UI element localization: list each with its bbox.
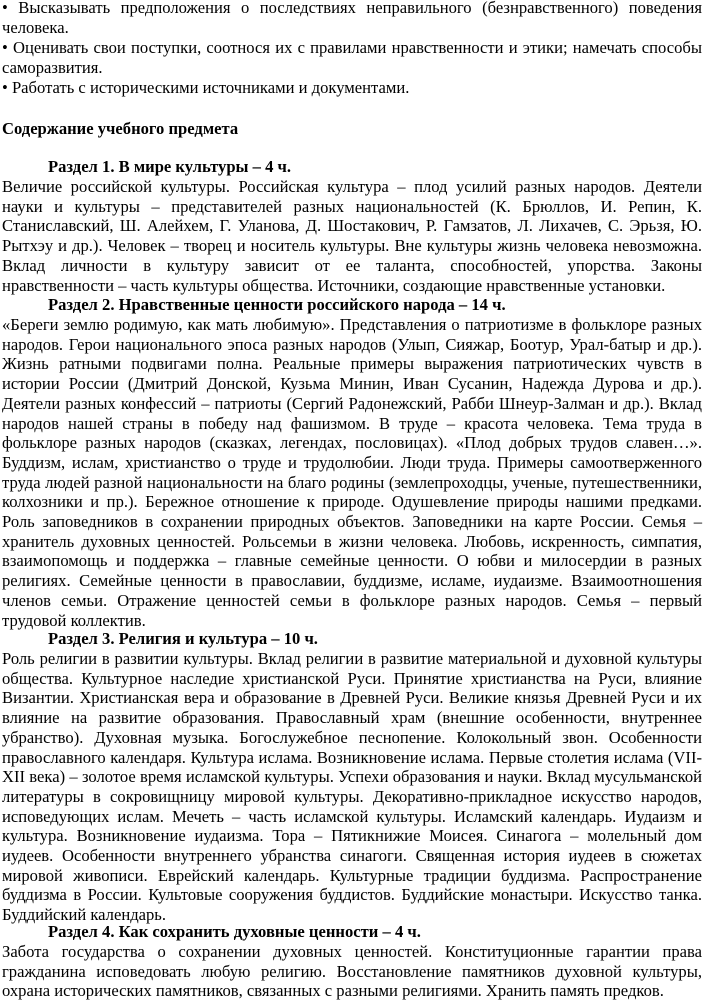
- section-1-title: Раздел 1. В мире культуры – 4 ч.: [48, 157, 292, 176]
- bullet-item-historical-sources: • Работать с историческими источниками и документами.: [2, 78, 410, 97]
- bullet-item-self-assessment: • Оценивать свои поступки, соотнося их с правилами нравственности и этики; намечать способы саморазвития.: [2, 38, 702, 77]
- section-2-title: Раздел 2. Нравственные ценности российского народа – 14 ч.: [48, 295, 506, 314]
- section-1-text: Величие российской культуры. Российская культура – плод усилий разных народов. Деятели науки и культуры – представителей разных национальностей (К. Брюллов, И. Репин, К. Станиславский, Ш. Алейхем, Г. Уланова, Д. Шостакович, Р. Гамзатов, Л. Лихачев, С. Эрьзя, Ю. Рытхэу и др.). Человек – творец и носитель культуры. Вне культуры жизнь человека невозможна. Вклад личности в культуру зависит от ее таланта, способностей, упорства. Законы нравственности – часть культуры общества. Источники, создающие нравственные установки.: [2, 177, 702, 295]
- section-4-text: Забота государства о сохранении духовных ценностей. Конституционные гарантии права гражданина исповедовать любую религию. Восстановление памятников духовной культуры, охрана исторических памятников, связанных с разными религиями. Хранить память предков.: [2, 942, 702, 1000]
- section-4-title: Раздел 4. Как сохранить духовные ценности – 4 ч.: [48, 922, 421, 941]
- bullet-item-consequences: • Высказывать предположения о последствиях неправильного (безнравственного) поведения человека.: [2, 0, 702, 37]
- section-3-title: Раздел 3. Религия и культура – 10 ч.: [48, 629, 318, 648]
- section-2-text: «Береги землю родимую, как мать любимую». Представления о патриотизме в фольклоре разных народов. Герои национального эпоса разных народов (Улып, Сияжар, Боотур, Урал-батыр и др.). Жизнь ратными подвигами полна. Реальные примеры выражения патриотических чувств в истории России (Дмитрий Донской, Кузьма Минин, Иван Сусанин, Надежда Дурова и др.). Деятели разных конфессий – патриоты (Сергий Радонежский, Рабби Шнеур-Залман и др.). Вклад народов нашей страны в победу над фашизмом. В труде – красота человека. Тема труда в фольклоре разных народов (сказках, легендах, пословицах). «Плод добрых трудов славен…». Буддизм, ислам, христианство о труде и трудолюбии. Люди труда. Примеры самоотверженного труда людей разной национальности на благо родины (землепроходцы, ученые, путешественники, колхозники и пр.). Бережное отношение к природе. Одушевление природы нашими предками. Роль заповедников в сохранении природных объектов. Заповедники на карте России. Семья – хранитель духовных ценностей. Рольсемьи в жизни человека. Любовь, искренность, симпатия, взаимопомощь и поддержка – главные семейные ценности. О юбви и милосердии в разных религиях. Семейные ценности в православии, буддизме, исламе, иудаизме. Взаимоотношения членов семьи. Отражение ценностей семьи в фольклоре разных народов. Семья – первый трудовой коллектив.: [2, 315, 702, 630]
- content-heading: Содержание учебного предмета: [2, 119, 239, 138]
- section-3-text: Роль религии в развитии культуры. Вклад религии в развитие материальной и духовной культуры общества. Культурное наследие христианской Руси. Принятие христианства на Руси, влияние Византии. Христианская вера и образование в Древней Руси. Великие князья Древней Руси и их влияние на развитие образования. Православный храм (внешние особенности, внутреннее убранство). Духовная музыка. Богослужебное песнопение. Колокольный звон. Особенности православного календаря. Культура ислама. Возникновение ислама. Первые столетия ислама (VII-XII века) – золотое время исламской культуры. Успехи образования и науки. Вклад мусульманской литературы в сокровищницу мировой культуры. Декоративно-прикладное искусство народов, исповедующих ислам. Мечеть – часть исламской культуры. Исламский календарь. Иудаизм и культура. Возникновение иудаизма. Тора – Пятикнижие Моисея. Синагога – молельный дом иудеев. Особенности внутреннего убранства синагоги. Священная история иудеев в сюжетах мировой живописи. Еврейский календарь. Культурные традиции буддизма. Распространение буддизма в России. Культовые сооружения буддистов. Буддийские монастыри. Искусство танка. Буддийский календарь.: [2, 649, 702, 925]
